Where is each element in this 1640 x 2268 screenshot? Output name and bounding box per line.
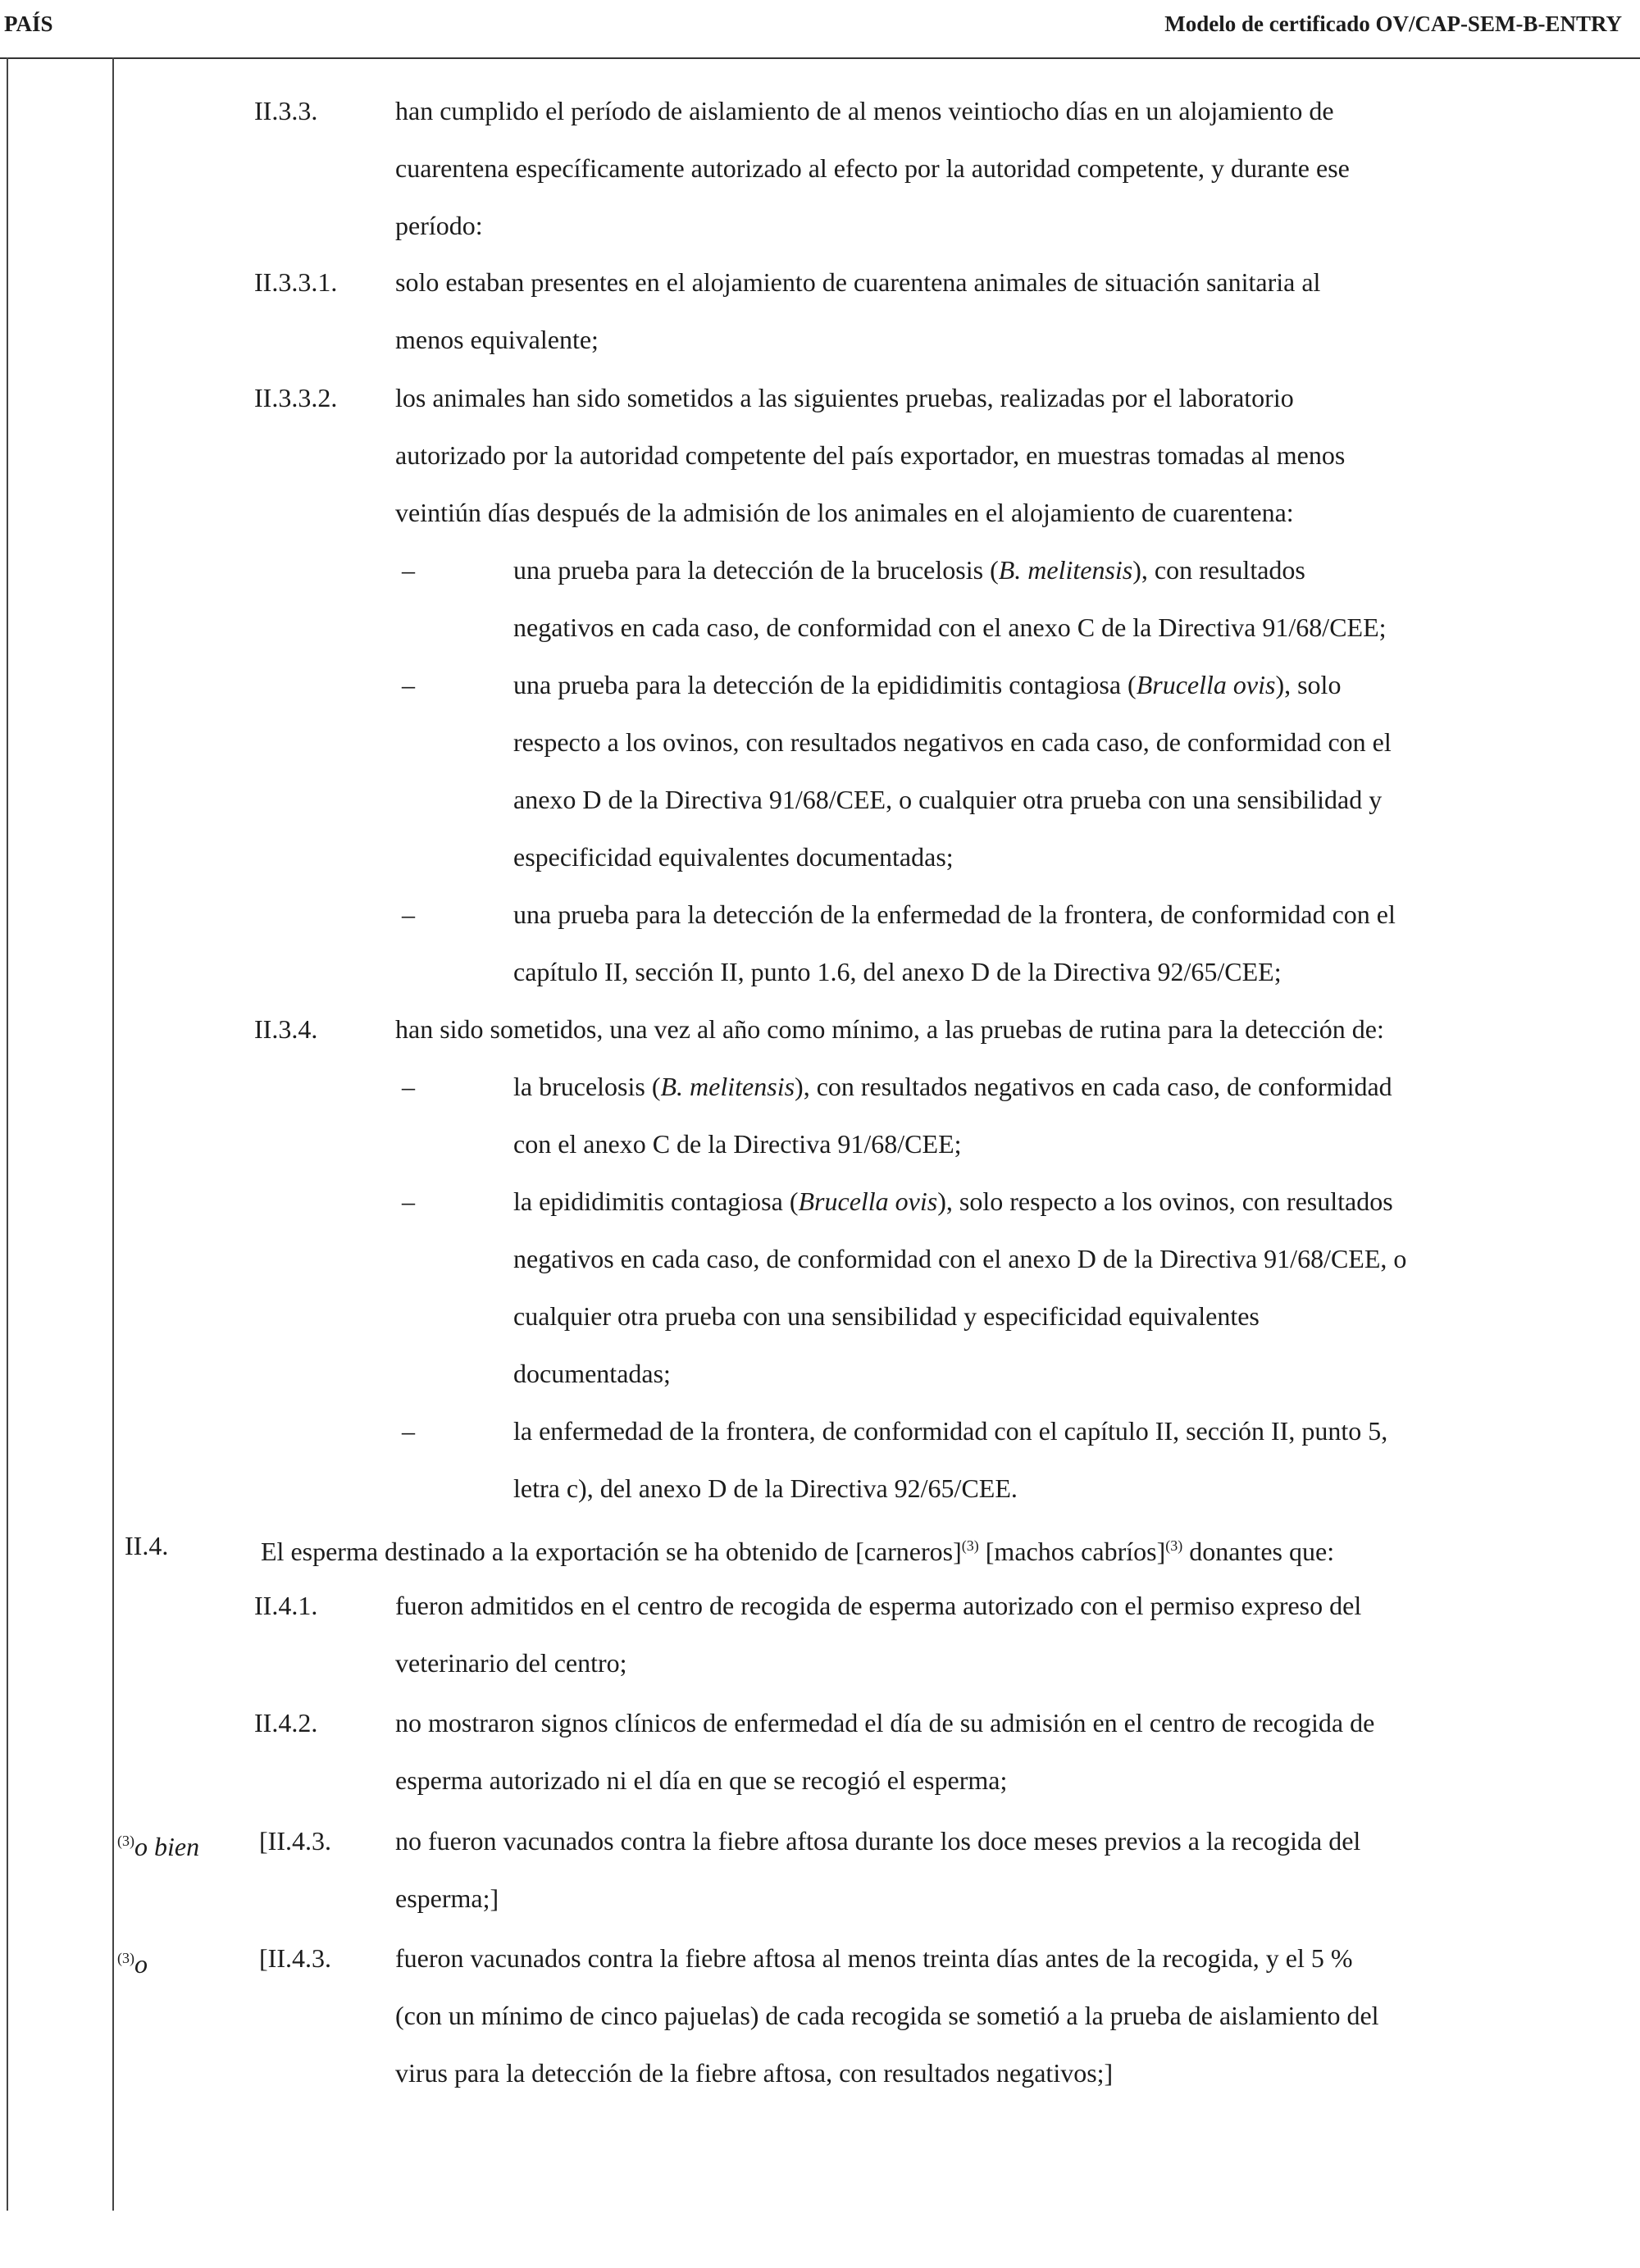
- text-line: no fueron vacunados contra la fiebre aftosa durante los doce meses previos a la recogida del: [395, 1826, 1361, 1856]
- item-number-ii-3-3-1: II.3.3.1.: [254, 267, 338, 297]
- species-name: B. melitensis: [998, 555, 1133, 585]
- bullet-routine-border-disease: [513, 1402, 1387, 1517]
- text-line: capítulo II, sección II, punto 1.6, del anexo D de la Directiva 92/65/CEE;: [513, 957, 1282, 986]
- bullet-brucelosis-test: [513, 541, 1387, 656]
- paragraph-ii-4: [261, 1517, 1334, 1580]
- bullet-dash: –: [402, 899, 415, 929]
- text-line: autorizado por la autoridad competente del país exportador, en muestras tomadas al menos: [395, 440, 1346, 470]
- text-line: respecto a los ovinos, con resultados negativos en cada caso, de conformidad con el: [513, 727, 1392, 757]
- text-line: la brucelosis (B. melitensis), con resultados negativos en cada caso, de conformidad: [513, 1072, 1392, 1101]
- text-line: negativos en cada caso, de conformidad con el anexo C de la Directiva 91/68/CEE;: [513, 613, 1387, 642]
- text-line: (con un mínimo de cinco pajuelas) de cada recogida se sometió a la prueba de aislamiento del: [395, 2001, 1379, 2030]
- item-number-ii-4-1: II.4.1.: [254, 1591, 318, 1620]
- footnote-ref: (3): [1165, 1537, 1183, 1554]
- item-number-ii-4: II.4.: [125, 1531, 169, 1560]
- footnote-ref: (3): [961, 1537, 979, 1554]
- text-line: veterinario del centro;: [395, 1648, 627, 1678]
- bullet-dash: –: [402, 670, 415, 699]
- text-line: especificidad equivalentes documentadas;: [513, 842, 954, 872]
- inner-border-line: [112, 57, 114, 2211]
- text-line: documentadas;: [513, 1359, 671, 1388]
- item-number-ii-4-2: II.4.2.: [254, 1708, 318, 1737]
- item-number-ii-3-3: II.3.3.: [254, 96, 318, 125]
- text-line: han cumplido el período de aislamiento de al menos veintiocho días en un alojamiento de: [395, 96, 1334, 125]
- bullet-routine-brucelosis: [513, 1058, 1392, 1173]
- header-country-label: PAÍS: [4, 11, 53, 36]
- bullet-dash: –: [402, 1416, 415, 1446]
- text-line: letra c), del anexo D de la Directiva 92/65/CEE.: [513, 1473, 1018, 1503]
- text-line: esperma autorizado ni el día en que se recogió el esperma;: [395, 1765, 1008, 1795]
- bullet-dash: –: [402, 1186, 415, 1216]
- footnote-ref: (3): [117, 1833, 134, 1849]
- item-number-ii-4-3-a: [II.4.3.: [259, 1826, 331, 1856]
- text-line: no mostraron signos clínicos de enfermedad el día de su admisión en el centro de recogida de: [395, 1708, 1375, 1737]
- species-name: B. melitensis: [660, 1072, 795, 1101]
- left-border-line: [7, 57, 8, 2211]
- paragraph-ii-4-3-b: [395, 1929, 1379, 2102]
- text-line: veintiún días después de la admisión de los animales en el alojamiento de cuarentena:: [395, 498, 1294, 527]
- text-line: fueron admitidos en el centro de recogida de esperma autorizado con el permiso expreso del: [395, 1591, 1362, 1620]
- text-line: anexo D de la Directiva 91/68/CEE, o cualquier otra prueba con una sensibilidad y: [513, 785, 1383, 814]
- text-line: cualquier otra prueba con una sensibilidad y especificidad equivalentes: [513, 1301, 1260, 1331]
- bullet-routine-epididimitis: [513, 1173, 1406, 1402]
- text-line: El esperma destinado a la exportación se ha obtenido de [carneros]$^{(3)}$ [machos cabríos]$^{(3)}$ donantes que:: [261, 1537, 1335, 1566]
- text-line: esperma;]: [395, 1883, 499, 1913]
- header-certificate-model: Modelo de certificado OV/CAP-SEM-B-ENTRY: [1164, 11, 1622, 36]
- bullet-dash: –: [402, 555, 415, 585]
- text-line: menos equivalente;: [395, 325, 599, 354]
- text-line: período:: [395, 211, 483, 240]
- text-line: solo estaban presentes en el alojamiento de cuarentena animales de situación sanitaria al: [395, 267, 1321, 297]
- paragraph-ii-3-3-2: [395, 369, 1345, 541]
- option-note-o-bien: $^{(3)}$o bien: [117, 1832, 200, 1861]
- paragraph-ii-3-3-1: [395, 253, 1320, 368]
- item-number-ii-4-3-b: [II.4.3.: [259, 1943, 331, 1973]
- header-rule: [0, 57, 1640, 59]
- text-line: han sido sometidos, una vez al año como mínimo, a las pruebas de rutina para la detección de:: [395, 1014, 1384, 1044]
- species-name: Brucella ovis: [1136, 670, 1276, 699]
- option-note-o: $^{(3)}$o: [117, 1949, 148, 1979]
- text-line: una prueba para la detección de la epididimitis contagiosa (Brucella ovis), solo: [513, 670, 1342, 699]
- text-line: la epididimitis contagiosa (Brucella ovis), solo respecto a los ovinos, con resultados: [513, 1186, 1393, 1216]
- bullet-dash: –: [402, 1072, 415, 1101]
- text-line: fueron vacunados contra la fiebre aftosa al menos treinta días antes de la recogida, y el 5 %: [395, 1943, 1353, 1973]
- text-line: una prueba para la detección de la brucelosis (B. melitensis), con resultados: [513, 555, 1305, 585]
- bullet-border-disease-test: [513, 886, 1396, 1000]
- text-line: cuarentena específicamente autorizado al efecto por la autoridad competente, y durante ese: [395, 153, 1350, 183]
- paragraph-ii-3-4: [395, 1000, 1384, 1058]
- text-line: una prueba para la detección de la enfermedad de la frontera, de conformidad con el: [513, 899, 1396, 929]
- paragraph-ii-4-3-a: [395, 1812, 1360, 1927]
- text-line: virus para la detección de la fiebre aftosa, con resultados negativos;]: [395, 2058, 1114, 2088]
- item-number-ii-3-3-2: II.3.3.2.: [254, 383, 338, 412]
- footnote-ref: (3): [117, 1950, 134, 1966]
- item-number-ii-3-4: II.3.4.: [254, 1014, 318, 1044]
- paragraph-ii-3-3: [395, 82, 1350, 254]
- paragraph-ii-4-1: [395, 1577, 1361, 1692]
- paragraph-ii-4-2: [395, 1694, 1374, 1809]
- text-line: los animales han sido sometidos a las siguientes pruebas, realizadas por el laboratorio: [395, 383, 1294, 412]
- text-line: la enfermedad de la frontera, de conformidad con el capítulo II, sección II, punto 5,: [513, 1416, 1388, 1446]
- text-line: con el anexo C de la Directiva 91/68/CEE;: [513, 1129, 962, 1159]
- bullet-epididimitis-test: [513, 656, 1392, 886]
- text-line: negativos en cada caso, de conformidad con el anexo D de la Directiva 91/68/CEE, o: [513, 1244, 1407, 1273]
- species-name: Brucella ovis: [798, 1186, 938, 1216]
